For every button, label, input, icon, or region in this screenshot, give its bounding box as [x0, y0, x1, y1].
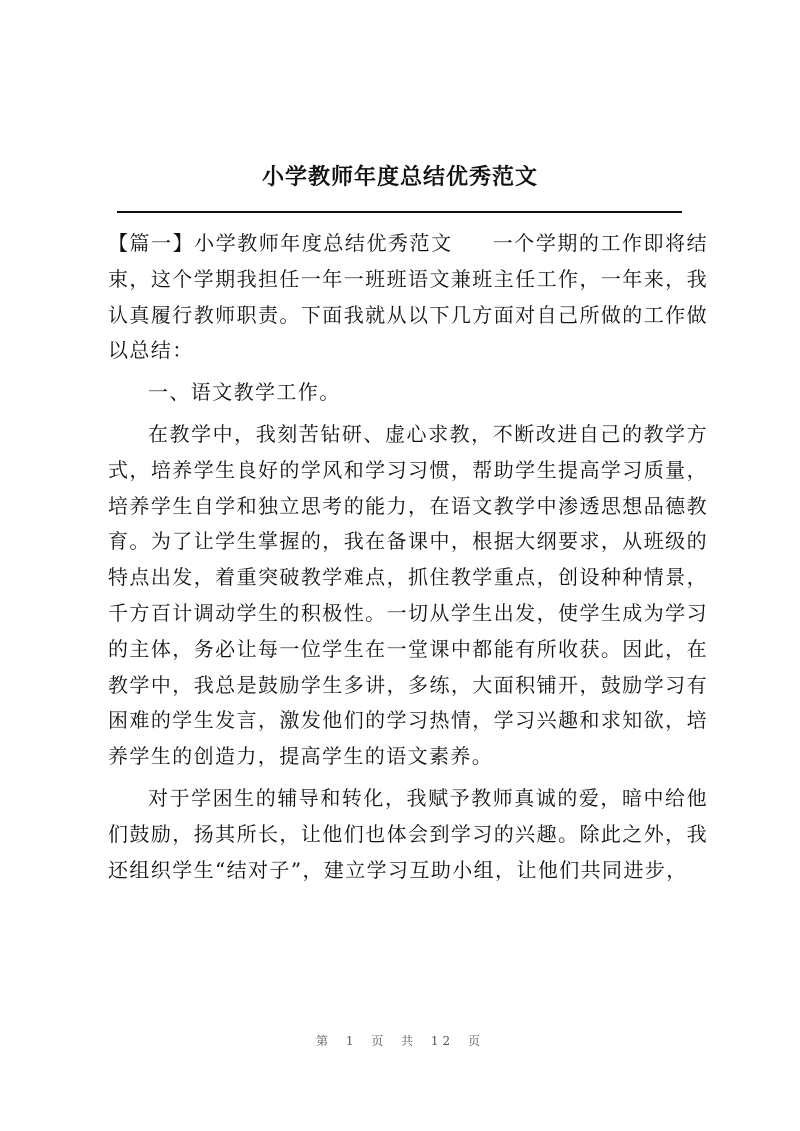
paragraph-1: 在教学中，我刻苦钻研、虚心求教，不断改进自己的教学方式，培养学生良好的学风和学习习惯，帮助学生提高学习质量，培养学生自学和独立思考的能力，在语文教学中渗透思想品德教育。为了让学生掌握的，我在备课中，根据大纲要求，从班级的特点出发，着重突破教学难点，抓住教学重点，创设种种情景，千方百计调动学生的积极性。一切从学生出发，使学生成为学习的主体，务必让每一位学生在一堂课中都能有所收获。因此，在教学中，我总是鼓励学生多讲，多练，大面积铺开，鼓励学习有困难的学生发言，激发他们的学习热情，学习兴趣和求知欲，培养学生的创造力，提高学生的语文素养。	[108, 421, 708, 769]
section-title: 一、语文教学工作。	[148, 380, 341, 405]
title-divider	[117, 211, 682, 213]
article-heading-label: 【篇一】小学教师年度总结优秀范文	[108, 231, 453, 255]
intro-paragraph	[108, 226, 708, 369]
document-title: 小学教师年度总结优秀范文	[261, 164, 538, 190]
document-body	[108, 226, 708, 888]
intro-text: 一个学期的工作即将结束，这个学期我担任一年一班班语文兼班主任工作，一年来，我认真履行教师职责。下面我就从以下几方面对自己所做的工作做以总结：	[108, 231, 709, 363]
paragraph-2: 对于学困生的辅导和转化，我赋予教师真诚的爱，暗中给他们鼓励，扬其所长，让他们也体会到学习的兴趣。除此之外，我还组织学生“结对子”，建立学习互助小组，让他们共同进步，	[108, 785, 708, 882]
page-footer: 第 1 页 共 12 页	[316, 1034, 484, 1048]
